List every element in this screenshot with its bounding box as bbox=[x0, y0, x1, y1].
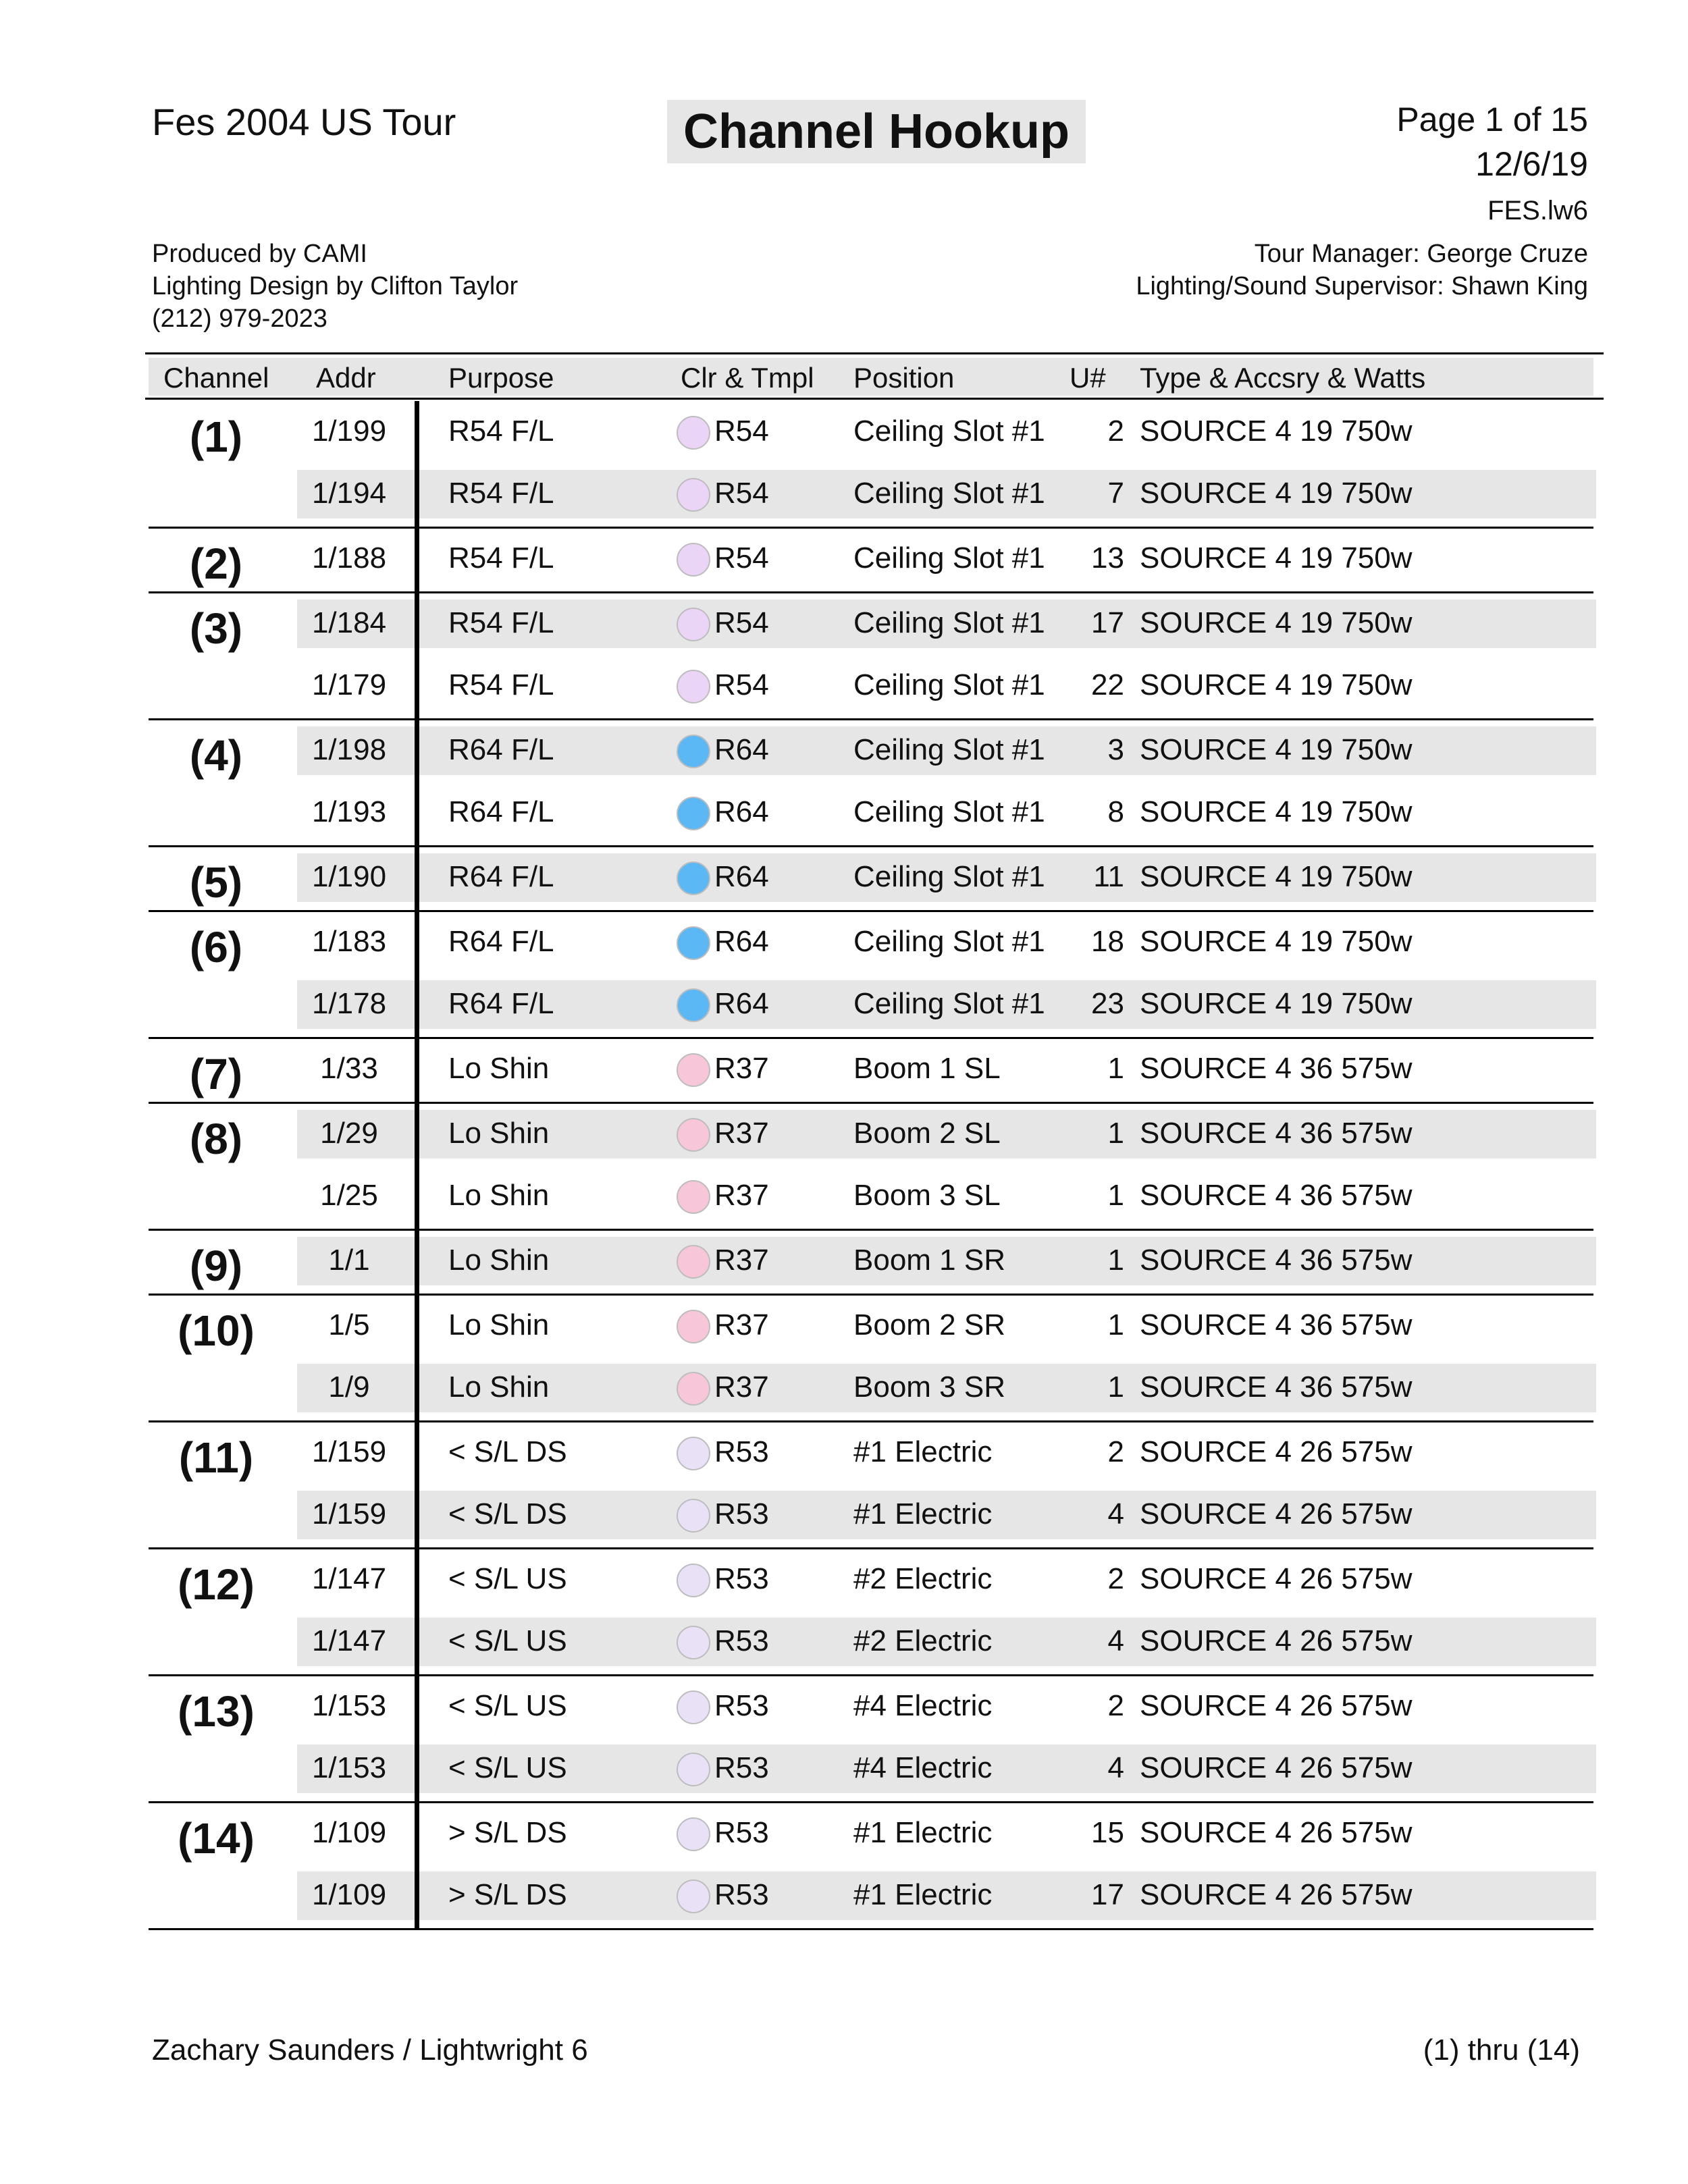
addr-cell: 1/198 bbox=[311, 733, 387, 766]
table-header bbox=[149, 358, 1593, 396]
table-row bbox=[0, 1364, 1688, 1412]
color-cell: R54 bbox=[714, 541, 769, 575]
table-row bbox=[0, 1618, 1688, 1666]
unit-cell: 4 bbox=[1107, 1497, 1124, 1530]
type-cell: SOURCE 4 19 750w bbox=[1140, 733, 1413, 766]
position-cell: Boom 1 SR bbox=[853, 1244, 1005, 1277]
type-cell: SOURCE 4 36 575w bbox=[1140, 1244, 1413, 1277]
color-swatch-icon bbox=[677, 1310, 710, 1343]
group-divider bbox=[149, 1674, 1593, 1676]
position-cell: #1 Electric bbox=[853, 1816, 993, 1849]
unit-cell: 1 bbox=[1107, 1052, 1124, 1085]
group-divider bbox=[149, 1547, 1593, 1549]
color-cell: R64 bbox=[714, 733, 769, 766]
color-cell: R37 bbox=[714, 1244, 769, 1277]
type-cell: SOURCE 4 26 575w bbox=[1140, 1751, 1413, 1784]
position-cell: Ceiling Slot #1 bbox=[853, 860, 1045, 893]
table-row bbox=[0, 408, 1688, 456]
unit-cell: 2 bbox=[1107, 1689, 1124, 1722]
addr-cell: 1/153 bbox=[311, 1751, 387, 1784]
group-divider bbox=[149, 591, 1593, 593]
unit-cell: 18 bbox=[1091, 925, 1124, 958]
position-cell: #2 Electric bbox=[853, 1562, 993, 1595]
addr-cell: 1/147 bbox=[311, 1624, 387, 1657]
credit-designer: Lighting Design by Clifton Taylor bbox=[152, 272, 519, 300]
addr-cell: 1/178 bbox=[311, 987, 387, 1020]
table-header-rule bbox=[145, 398, 1604, 400]
position-cell: Ceiling Slot #1 bbox=[853, 987, 1045, 1020]
purpose-cell: < S/L DS bbox=[448, 1435, 567, 1468]
purpose-cell: R54 F/L bbox=[448, 415, 554, 448]
addr-cell: 1/159 bbox=[311, 1497, 387, 1530]
unit-cell: 4 bbox=[1107, 1624, 1124, 1657]
addr-cell: 1/159 bbox=[311, 1435, 387, 1468]
page-title: Channel Hookup bbox=[667, 100, 1086, 163]
color-swatch-icon bbox=[677, 797, 710, 830]
unit-cell: 2 bbox=[1107, 1562, 1124, 1595]
addr-cell: 1/109 bbox=[311, 1816, 387, 1849]
group-divider bbox=[149, 1801, 1593, 1803]
color-cell: R53 bbox=[714, 1562, 769, 1595]
purpose-cell: R64 F/L bbox=[448, 860, 554, 893]
table-row bbox=[0, 1871, 1688, 1920]
col-addr: Addr bbox=[316, 362, 376, 394]
unit-cell: 2 bbox=[1107, 415, 1124, 448]
type-cell: SOURCE 4 26 575w bbox=[1140, 1562, 1413, 1595]
purpose-cell: Lo Shin bbox=[448, 1052, 550, 1085]
color-swatch-icon bbox=[677, 543, 710, 577]
color-cell: R37 bbox=[714, 1179, 769, 1212]
unit-cell: 1 bbox=[1107, 1308, 1124, 1341]
addr-cell: 1/193 bbox=[311, 795, 387, 828]
purpose-cell: Lo Shin bbox=[448, 1117, 550, 1150]
credit-producer: Produced by CAMI bbox=[152, 240, 367, 268]
color-cell: R53 bbox=[714, 1689, 769, 1722]
table-row bbox=[0, 662, 1688, 710]
col-position: Position bbox=[853, 362, 955, 394]
addr-cell: 1/190 bbox=[311, 860, 387, 893]
table-row bbox=[0, 1172, 1688, 1221]
position-cell: Boom 3 SR bbox=[853, 1370, 1005, 1404]
color-swatch-icon bbox=[677, 1499, 710, 1533]
purpose-cell: R54 F/L bbox=[448, 668, 554, 701]
purpose-cell: R64 F/L bbox=[448, 795, 554, 828]
col-type: Type & Accsry & Watts bbox=[1140, 362, 1426, 394]
unit-cell: 8 bbox=[1107, 795, 1124, 828]
unit-cell: 7 bbox=[1107, 477, 1124, 510]
unit-cell: 11 bbox=[1093, 860, 1124, 893]
color-swatch-icon bbox=[677, 478, 710, 512]
unit-cell: 1 bbox=[1107, 1117, 1124, 1150]
type-cell: SOURCE 4 36 575w bbox=[1140, 1308, 1413, 1341]
show-name: Fes 2004 US Tour bbox=[152, 101, 456, 143]
position-cell: Ceiling Slot #1 bbox=[853, 415, 1045, 448]
color-cell: R37 bbox=[714, 1370, 769, 1404]
page-number: Page 1 of 15 bbox=[1396, 101, 1588, 138]
unit-cell: 2 bbox=[1107, 1435, 1124, 1468]
position-cell: Ceiling Slot #1 bbox=[853, 733, 1045, 766]
color-swatch-icon bbox=[677, 1180, 710, 1214]
purpose-cell: R54 F/L bbox=[448, 541, 554, 575]
position-cell: Boom 1 SL bbox=[853, 1052, 1001, 1085]
group-divider bbox=[149, 527, 1593, 529]
type-cell: SOURCE 4 19 750w bbox=[1140, 987, 1413, 1020]
channel-number: (12) bbox=[178, 1560, 255, 1609]
type-cell: SOURCE 4 19 750w bbox=[1140, 795, 1413, 828]
report-date: 12/6/19 bbox=[1475, 145, 1588, 183]
color-cell: R53 bbox=[714, 1816, 769, 1849]
color-swatch-icon bbox=[677, 1118, 710, 1152]
color-cell: R53 bbox=[714, 1497, 769, 1530]
channel-number: (5) bbox=[189, 858, 243, 907]
color-cell: R64 bbox=[714, 987, 769, 1020]
file-name: FES.lw6 bbox=[1487, 196, 1588, 225]
position-cell: Ceiling Slot #1 bbox=[853, 477, 1045, 510]
purpose-cell: < S/L DS bbox=[448, 1497, 567, 1530]
col-channel: Channel bbox=[163, 362, 269, 394]
purpose-cell: R64 F/L bbox=[448, 733, 554, 766]
color-cell: R37 bbox=[714, 1117, 769, 1150]
position-cell: #4 Electric bbox=[853, 1751, 993, 1784]
color-cell: R53 bbox=[714, 1751, 769, 1784]
position-cell: Boom 2 SR bbox=[853, 1308, 1005, 1341]
addr-cell: 1/109 bbox=[311, 1878, 387, 1911]
color-swatch-icon bbox=[677, 1437, 710, 1470]
table-row bbox=[0, 535, 1688, 583]
color-cell: R53 bbox=[714, 1878, 769, 1911]
unit-cell: 23 bbox=[1091, 987, 1124, 1020]
channel-number: (6) bbox=[189, 923, 243, 971]
color-swatch-icon bbox=[677, 670, 710, 703]
addr-cell: 1/5 bbox=[328, 1308, 370, 1341]
color-cell: R64 bbox=[714, 860, 769, 893]
type-cell: SOURCE 4 26 575w bbox=[1140, 1689, 1413, 1722]
color-swatch-icon bbox=[677, 861, 710, 895]
credits bbox=[152, 238, 518, 335]
type-cell: SOURCE 4 26 575w bbox=[1140, 1816, 1413, 1849]
addr-cell: 1/9 bbox=[328, 1370, 370, 1404]
table-row bbox=[0, 470, 1688, 518]
position-cell: Ceiling Slot #1 bbox=[853, 925, 1045, 958]
type-cell: SOURCE 4 19 750w bbox=[1140, 606, 1413, 639]
channel-number: (13) bbox=[178, 1687, 255, 1736]
tour-manager: Tour Manager: George Cruze bbox=[1254, 240, 1588, 268]
table-top-rule bbox=[145, 352, 1604, 354]
divider-bar bbox=[415, 401, 419, 1929]
channel-number: (9) bbox=[189, 1242, 243, 1290]
unit-cell: 1 bbox=[1107, 1370, 1124, 1404]
color-swatch-icon bbox=[677, 1690, 710, 1724]
purpose-cell: < S/L US bbox=[448, 1562, 567, 1595]
group-divider bbox=[149, 1294, 1593, 1296]
color-cell: R64 bbox=[714, 795, 769, 828]
color-cell: R37 bbox=[714, 1308, 769, 1341]
type-cell: SOURCE 4 26 575w bbox=[1140, 1435, 1413, 1468]
col-purpose: Purpose bbox=[448, 362, 554, 394]
color-swatch-icon bbox=[677, 1053, 710, 1087]
table-row bbox=[0, 980, 1688, 1029]
footer-range: (1) thru (14) bbox=[1423, 2033, 1580, 2067]
position-cell: #1 Electric bbox=[853, 1435, 993, 1468]
color-swatch-icon bbox=[677, 1372, 710, 1406]
addr-cell: 1/1 bbox=[328, 1244, 370, 1277]
purpose-cell: < S/L US bbox=[448, 1624, 567, 1657]
purpose-cell: < S/L US bbox=[448, 1751, 567, 1784]
table-row bbox=[0, 1045, 1688, 1094]
table-row bbox=[0, 789, 1688, 837]
group-divider bbox=[149, 1229, 1593, 1231]
addr-cell: 1/188 bbox=[311, 541, 387, 575]
type-cell: SOURCE 4 26 575w bbox=[1140, 1624, 1413, 1657]
table-row bbox=[0, 918, 1688, 967]
type-cell: SOURCE 4 36 575w bbox=[1140, 1179, 1413, 1212]
table-row bbox=[0, 1429, 1688, 1477]
color-swatch-icon bbox=[677, 608, 710, 641]
table-row bbox=[0, 1302, 1688, 1350]
color-swatch-icon bbox=[677, 735, 710, 768]
type-cell: SOURCE 4 19 750w bbox=[1140, 668, 1413, 701]
position-cell: Ceiling Slot #1 bbox=[853, 795, 1045, 828]
purpose-cell: R54 F/L bbox=[448, 606, 554, 639]
group-divider bbox=[149, 1102, 1593, 1104]
col-color: Clr & Tmpl bbox=[681, 362, 814, 394]
addr-cell: 1/179 bbox=[311, 668, 387, 701]
unit-cell: 4 bbox=[1107, 1751, 1124, 1784]
type-cell: SOURCE 4 19 750w bbox=[1140, 925, 1413, 958]
channel-number: (1) bbox=[189, 412, 243, 461]
color-cell: R53 bbox=[714, 1624, 769, 1657]
purpose-cell: Lo Shin bbox=[448, 1179, 550, 1212]
purpose-cell: < S/L US bbox=[448, 1689, 567, 1722]
addr-cell: 1/194 bbox=[311, 477, 387, 510]
addr-cell: 1/147 bbox=[311, 1562, 387, 1595]
color-swatch-icon bbox=[677, 416, 710, 450]
channel-number: (2) bbox=[189, 539, 243, 588]
unit-cell: 1 bbox=[1107, 1179, 1124, 1212]
group-divider bbox=[149, 718, 1593, 720]
color-cell: R54 bbox=[714, 606, 769, 639]
addr-cell: 1/184 bbox=[311, 606, 387, 639]
position-cell: Ceiling Slot #1 bbox=[853, 541, 1045, 575]
color-cell: R53 bbox=[714, 1435, 769, 1468]
unit-cell: 1 bbox=[1107, 1244, 1124, 1277]
table-row bbox=[0, 1555, 1688, 1604]
color-swatch-icon bbox=[677, 1626, 710, 1659]
position-cell: Ceiling Slot #1 bbox=[853, 668, 1045, 701]
table-row bbox=[0, 853, 1688, 902]
type-cell: SOURCE 4 36 575w bbox=[1140, 1370, 1413, 1404]
supervisor: Lighting/Sound Supervisor: Shawn King bbox=[1136, 272, 1588, 300]
color-cell: R54 bbox=[714, 415, 769, 448]
purpose-cell: > S/L DS bbox=[448, 1878, 567, 1911]
unit-cell: 17 bbox=[1091, 606, 1124, 639]
addr-cell: 1/183 bbox=[311, 925, 387, 958]
group-divider bbox=[149, 910, 1593, 912]
color-cell: R64 bbox=[714, 925, 769, 958]
table-row bbox=[0, 1744, 1688, 1793]
unit-cell: 15 bbox=[1091, 1816, 1124, 1849]
channel-number: (8) bbox=[189, 1115, 243, 1163]
color-cell: R54 bbox=[714, 668, 769, 701]
footer-author: Zachary Saunders / Lightwright 6 bbox=[152, 2033, 588, 2067]
addr-cell: 1/33 bbox=[320, 1052, 378, 1085]
addr-cell: 1/199 bbox=[311, 415, 387, 448]
credit-phone: (212) 979-2023 bbox=[152, 304, 327, 333]
position-cell: #1 Electric bbox=[853, 1878, 993, 1911]
channel-number: (3) bbox=[189, 604, 243, 653]
addr-cell: 1/153 bbox=[311, 1689, 387, 1722]
purpose-cell: Lo Shin bbox=[448, 1244, 550, 1277]
group-divider bbox=[149, 1420, 1593, 1422]
type-cell: SOURCE 4 26 575w bbox=[1140, 1878, 1413, 1911]
group-divider bbox=[149, 845, 1593, 847]
color-swatch-icon bbox=[677, 1245, 710, 1279]
group-divider bbox=[149, 1928, 1593, 1930]
channel-number: (11) bbox=[178, 1433, 254, 1482]
unit-cell: 13 bbox=[1091, 541, 1124, 575]
color-swatch-icon bbox=[677, 926, 710, 960]
position-cell: Boom 2 SL bbox=[853, 1117, 1001, 1150]
color-swatch-icon bbox=[677, 988, 710, 1022]
table-row bbox=[0, 1110, 1688, 1158]
channel-number: (7) bbox=[189, 1050, 243, 1098]
table-row bbox=[0, 600, 1688, 648]
type-cell: SOURCE 4 26 575w bbox=[1140, 1497, 1413, 1530]
unit-cell: 17 bbox=[1091, 1878, 1124, 1911]
position-cell: #1 Electric bbox=[853, 1497, 993, 1530]
type-cell: SOURCE 4 19 750w bbox=[1140, 415, 1413, 448]
color-cell: R37 bbox=[714, 1052, 769, 1085]
unit-cell: 3 bbox=[1107, 733, 1124, 766]
purpose-cell: Lo Shin bbox=[448, 1370, 550, 1404]
channel-number: (10) bbox=[178, 1306, 255, 1355]
purpose-cell: R64 F/L bbox=[448, 987, 554, 1020]
type-cell: SOURCE 4 19 750w bbox=[1140, 860, 1413, 893]
addr-cell: 1/29 bbox=[320, 1117, 378, 1150]
color-swatch-icon bbox=[677, 1880, 710, 1913]
management bbox=[1136, 238, 1588, 302]
addr-cell: 1/25 bbox=[320, 1179, 378, 1212]
table-row bbox=[0, 726, 1688, 775]
position-cell: #4 Electric bbox=[853, 1689, 993, 1722]
purpose-cell: > S/L DS bbox=[448, 1816, 567, 1849]
color-cell: R54 bbox=[714, 477, 769, 510]
channel-number: (4) bbox=[189, 731, 243, 780]
position-cell: Ceiling Slot #1 bbox=[853, 606, 1045, 639]
table-row bbox=[0, 1809, 1688, 1858]
table-row bbox=[0, 1237, 1688, 1285]
purpose-cell: R54 F/L bbox=[448, 477, 554, 510]
position-cell: #2 Electric bbox=[853, 1624, 993, 1657]
color-swatch-icon bbox=[677, 1753, 710, 1786]
type-cell: SOURCE 4 19 750w bbox=[1140, 477, 1413, 510]
col-unit: U# bbox=[1070, 362, 1106, 394]
purpose-cell: Lo Shin bbox=[448, 1308, 550, 1341]
channel-number: (14) bbox=[178, 1814, 255, 1863]
position-cell: Boom 3 SL bbox=[853, 1179, 1001, 1212]
color-swatch-icon bbox=[677, 1817, 710, 1851]
table-row bbox=[0, 1682, 1688, 1731]
color-swatch-icon bbox=[677, 1564, 710, 1597]
unit-cell: 22 bbox=[1091, 668, 1124, 701]
purpose-cell: R64 F/L bbox=[448, 925, 554, 958]
group-divider bbox=[149, 1037, 1593, 1039]
type-cell: SOURCE 4 36 575w bbox=[1140, 1117, 1413, 1150]
table-row bbox=[0, 1491, 1688, 1539]
type-cell: SOURCE 4 36 575w bbox=[1140, 1052, 1413, 1085]
type-cell: SOURCE 4 19 750w bbox=[1140, 541, 1413, 575]
